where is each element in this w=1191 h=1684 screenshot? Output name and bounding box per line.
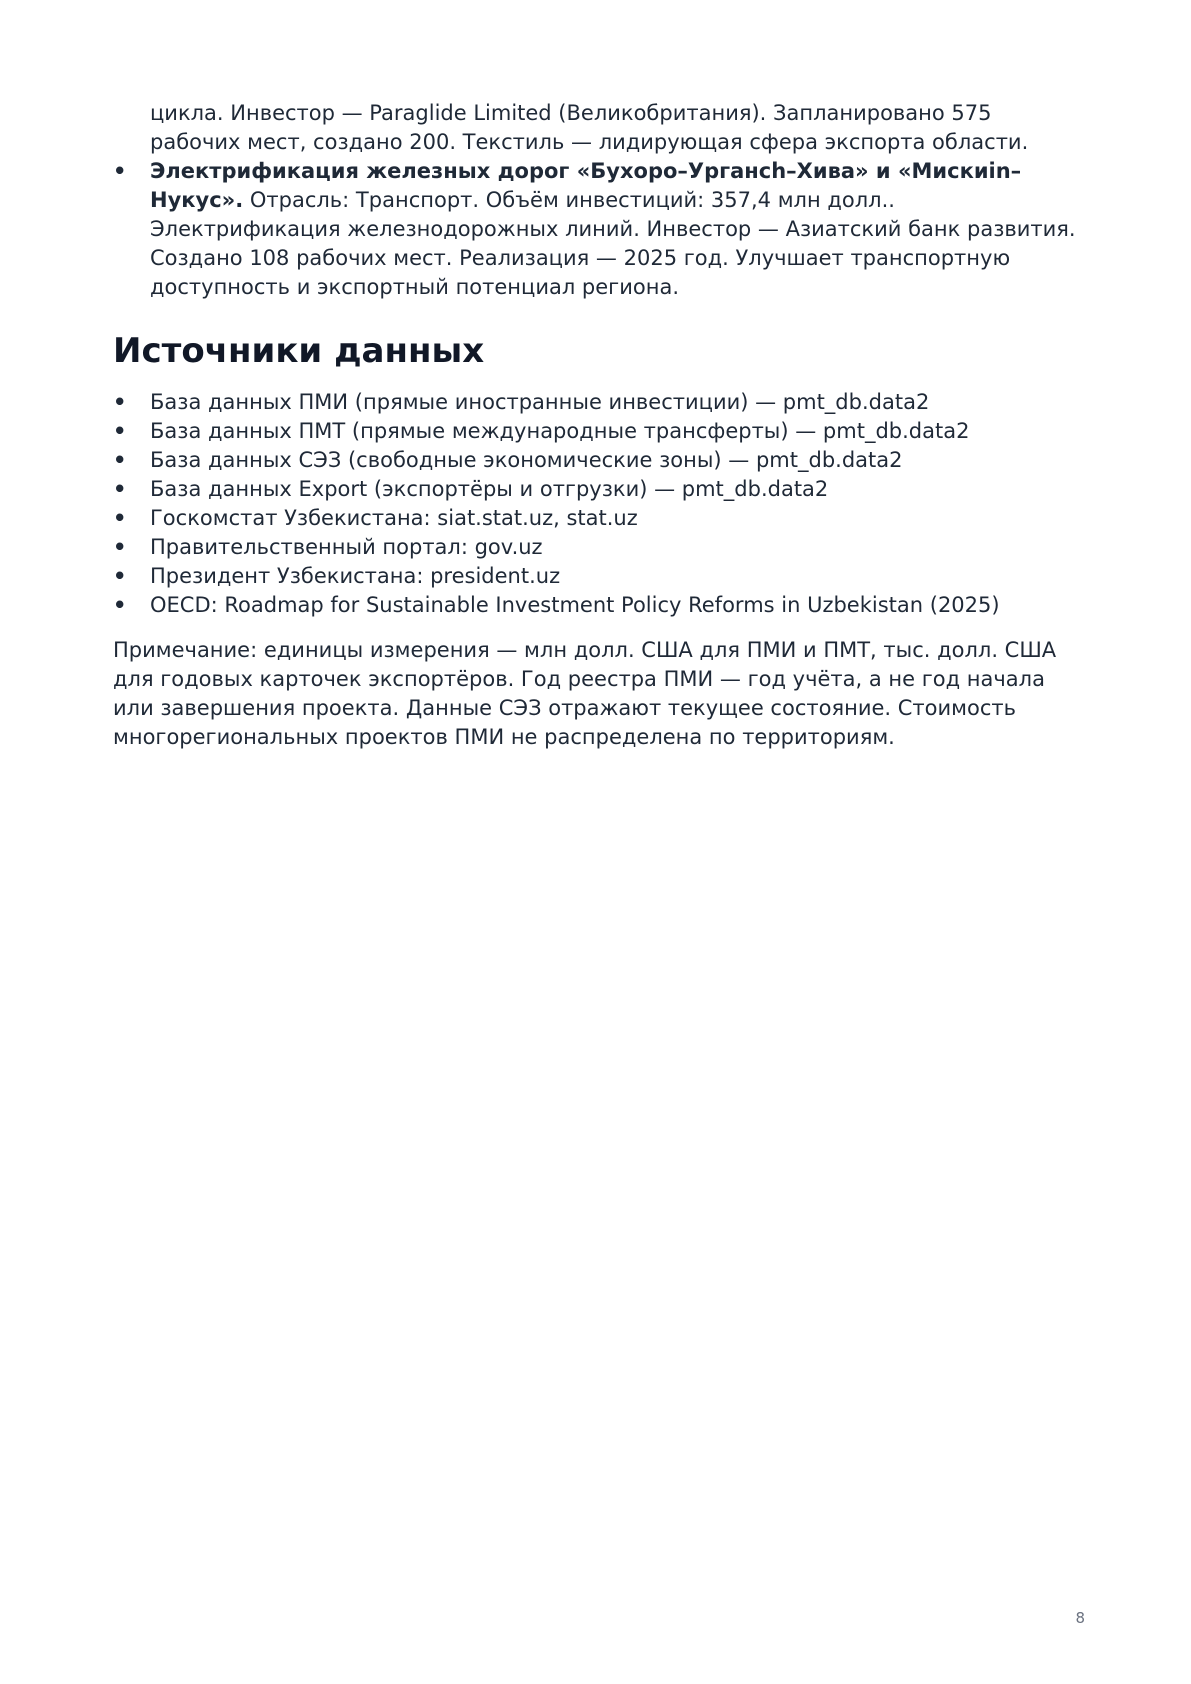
project-list — [113, 157, 1088, 302]
source-list-item — [113, 562, 1088, 591]
sources-list — [113, 388, 1088, 620]
source-list-item — [113, 417, 1088, 446]
source-list-item — [113, 446, 1088, 475]
source-text: База данных Export (экспортёры и отгрузки) — pmt_db.data2 — [150, 477, 829, 501]
source-text: Госкомстат Узбекистана: siat.stat.uz, stat.uz — [150, 506, 638, 530]
bullet-icon: • — [113, 535, 127, 559]
bullet-icon: • — [113, 159, 127, 183]
source-text: Президент Узбекистана: president.uz — [150, 564, 561, 588]
project-description: Отрасль: Транспорт. Объём инвестиций: 357,4 млн долл.. Электрификация железнодорожных линий. Инвестор — Азиатский банк развития. Создано 108 рабочих мест. Реализация — 2025 год. Улучшает транспортную доступность и экспортный потенциал региона. — [150, 188, 1076, 299]
source-text: OECD: Roadmap for Sustainable Investment Policy Reforms in Uzbekistan (2025) — [150, 593, 1000, 617]
source-list-item — [113, 388, 1088, 417]
section-heading-sources: Источники данных — [113, 331, 485, 371]
bullet-icon: • — [113, 506, 127, 530]
project-continuation-text: цикла. Инвестор — Paraglide Limited (Великобритания). Запланировано 575 рабочих мест, создано 200. Текстиль — лидирующая сфера экспорта области. — [150, 101, 1029, 154]
bullet-icon: • — [113, 593, 127, 617]
page-number: 8 — [1075, 1609, 1085, 1627]
source-text: База данных ПМТ (прямые международные трансферты) — pmt_db.data2 — [150, 419, 970, 443]
source-text: База данных СЭЗ (свободные экономические зоны) — pmt_db.data2 — [150, 448, 903, 472]
source-list-item — [113, 533, 1088, 562]
source-list-item — [113, 504, 1088, 533]
bullet-icon: • — [113, 448, 127, 472]
note-paragraph: Примечание: единицы измерения — млн долл. США для ПМИ и ПМТ, тыс. долл. США для годовых карточек экспортёров. Год реестра ПМИ — год учёта, а не год начала или завершения проекта. Данные СЭЗ отражают текущее состояние. Стоимость многорегиональных проектов ПМИ не распределена по территориям. — [113, 638, 1057, 749]
project-title: Электрификация железных дорог «Бухоро–Урганch–Хива» и «Мискиin–Нукус». — [150, 159, 1022, 212]
bullet-icon: • — [113, 419, 127, 443]
source-list-item — [113, 475, 1088, 504]
source-text: Правительственный портал: gov.uz — [150, 535, 543, 559]
source-list-item — [113, 591, 1088, 620]
bullet-icon: • — [113, 390, 127, 414]
project-list-item — [113, 157, 1088, 302]
bullet-icon: • — [113, 564, 127, 588]
source-text: База данных ПМИ (прямые иностранные инвестиции) — pmt_db.data2 — [150, 390, 930, 414]
bullet-icon: • — [113, 477, 127, 501]
document-page — [113, 99, 1088, 752]
